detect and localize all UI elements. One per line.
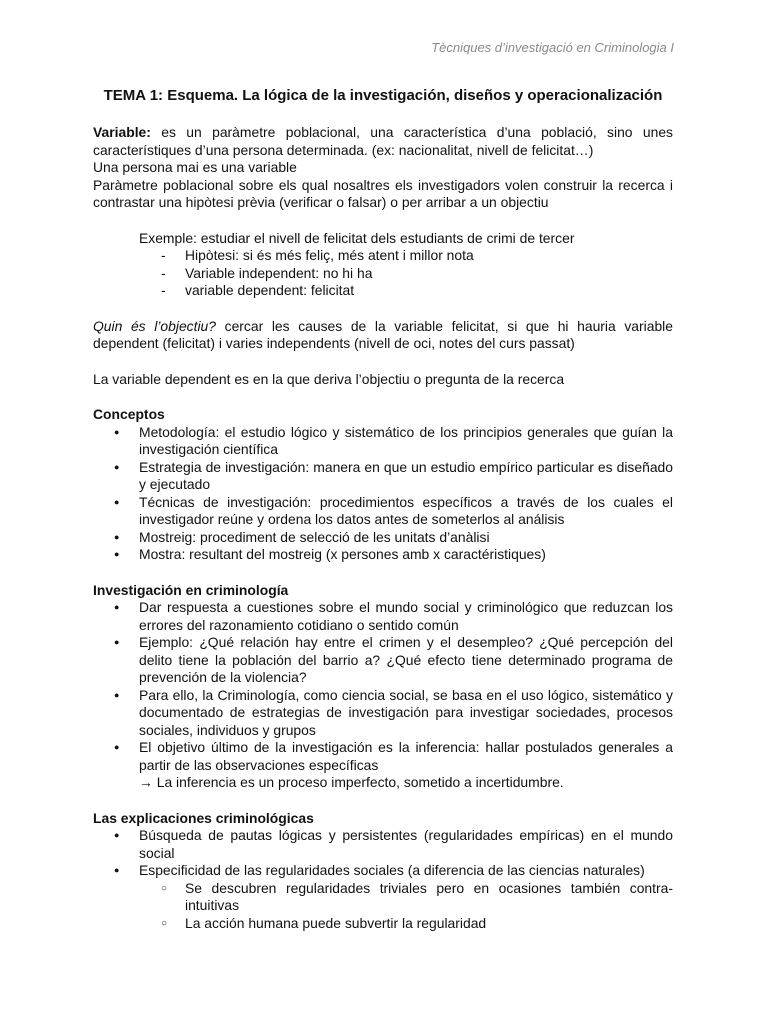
objective-paragraph — [93, 318, 673, 353]
example-item: - variable dependent: felicitat — [161, 282, 673, 300]
example-block — [93, 230, 673, 300]
variable-term: Variable: — [93, 124, 151, 140]
variable-definition-text: es un paràmetre poblacional, una característica d’una població, sino unes característiques d’una persona determinada. (ex: nacionalitat, nivell de felicitat…) — [93, 124, 673, 158]
objective-answer: cercar les causes de la variable felicitat, si que hi hauria variable dependent (felicitat) i varies independents (nivell de oci, notes del curs passat) — [93, 317, 673, 351]
list-item: ● Mostra: resultant del mostreig (x persones amb x caractéristiques) — [139, 546, 673, 564]
inference-note: → La inferencia es un proceso imperfecto, sometido a incertidumbre. — [139, 774, 564, 790]
section-heading-explicaciones: Las explicaciones criminológicas — [93, 809, 314, 826]
list-item: ● Estrategia de investigación: manera en que un estudio empírico particular es diseñado y ejecutado — [139, 459, 673, 494]
document-header: Tècniques d’investigació en Criminologia I — [431, 40, 674, 55]
list-item: ● Técnicas de investigación: procedimientos específicos a través de los cuales el investigador reúne y ordena los datos antes de someterlos al análisis — [139, 494, 673, 529]
list-item: ● Metodología: el estudio lógico y sistemático de los principios generales que guían la investigación científica — [139, 424, 673, 459]
variable-definition — [93, 124, 673, 159]
list-item: ● Mostreig: procediment de selecció de les unitats d’anàlisi — [139, 529, 673, 547]
list-item-text: Especificidad de las regularidades sociales (a diferencia de las ciencias naturales) — [139, 862, 645, 878]
variable-line-2: Una persona mai es una variable — [93, 159, 297, 175]
list-item: ● Búsqueda de pautas lógicas y persistentes (regularidades empíricas) en el mundo social — [139, 827, 673, 862]
objective-question: Quin és l’objectiu? — [93, 317, 217, 334]
sublist-item: ○ Se descubren regularidades triviales pero en ocasiones también contra-intuitivas — [185, 880, 673, 915]
example-item: - Variable independent: no hi ha — [161, 265, 673, 283]
section-heading-conceptos: Conceptos — [93, 406, 165, 422]
example-list — [139, 247, 673, 300]
conceptos-list — [93, 424, 673, 564]
dependent-variable-note: La variable dependent es en la que deriva l’objectiu o pregunta de la recerca — [93, 370, 565, 387]
example-item: - Hipòtesi: si és més feliç, més atent i millor nota — [161, 247, 673, 265]
document-title: TEMA 1: Esquema. La lógica de la investigación, diseños y operacionalización — [103, 87, 663, 104]
list-item — [139, 862, 673, 932]
explicaciones-sublist — [139, 880, 673, 933]
variable-line-3: Paràmetre poblacional sobre els qual nosaltres els investigadors volen construir la recerca i contrastar una hipòtesi prèvia (verificar o falsar) o per arribar a un objectiu — [93, 176, 673, 210]
list-item: ● Para ello, la Criminología, como ciencia social, se basa en el uso lógico, sistemático y documentado de estrategias de investigación para investigar sociedades, procesos sociales, individuos y grupos — [139, 687, 673, 740]
sublist-item: ○ La acción humana puede subvertir la regularidad — [185, 915, 673, 933]
list-item: ● Ejemplo: ¿Qué relación hay entre el crimen y el desempleo? ¿Qué percepción del delito tiene la población del barrio a? ¿Qué efecto tiene determinado programa de prevención de la violencia? — [139, 634, 673, 687]
list-item — [139, 739, 673, 792]
list-item-text: El objetivo último de la investigación es la inferencia: hallar postulados generales a partir de las observaciones específicas — [139, 739, 673, 773]
list-item: ● Dar respuesta a cuestiones sobre el mundo social y criminológico que reduzcan los errores del razonamiento cotidiano o sentido común — [139, 599, 673, 634]
section-heading-investigacion: Investigación en criminología — [93, 581, 289, 598]
explicaciones-list — [93, 827, 673, 932]
investigacion-list — [93, 599, 673, 792]
document-body — [93, 86, 673, 932]
example-intro: Exemple: estudiar el nivell de felicitat dels estudiants de crimi de tercer — [139, 229, 575, 246]
